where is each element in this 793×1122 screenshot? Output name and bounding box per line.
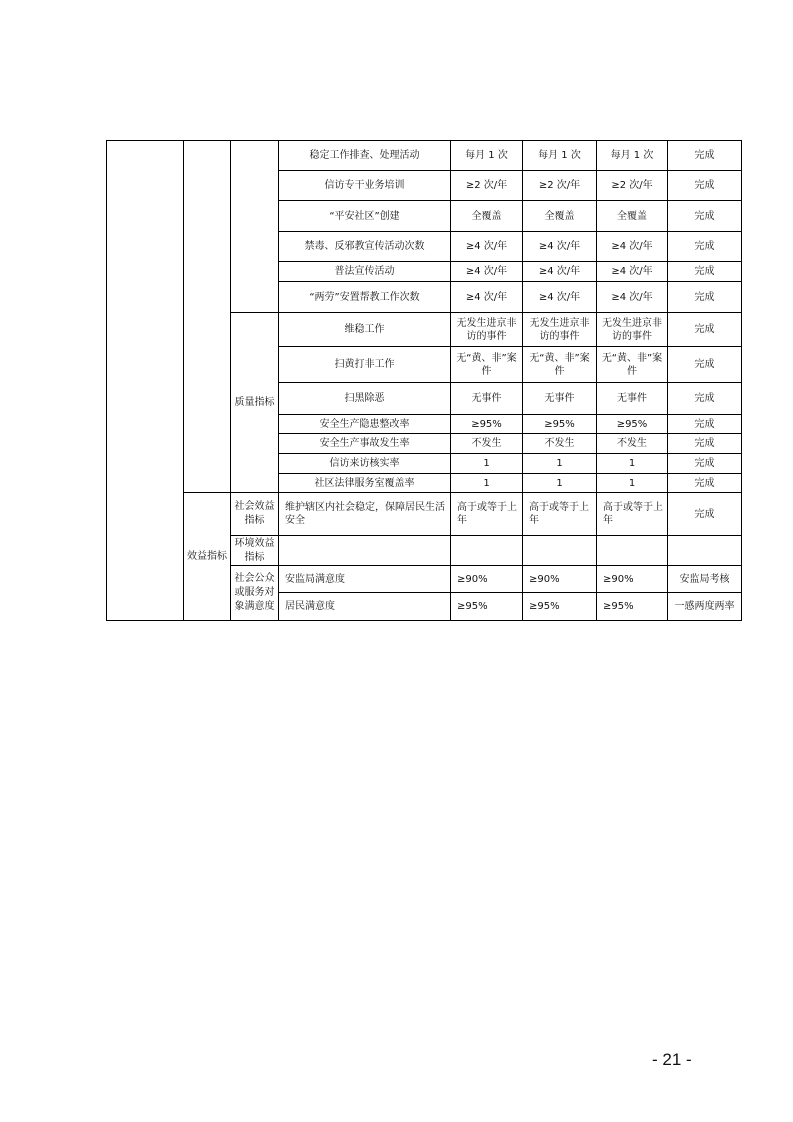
plan-value: 每月 1 次 (523, 141, 597, 171)
completion-status: 一感两度两率 (668, 593, 742, 621)
annual-target: ≥2 次/年 (451, 171, 523, 201)
completion-status: 完成 (668, 415, 742, 434)
indicator-name: 信访来访核实率 (279, 454, 451, 474)
indicator-name: 扫黑除恶 (279, 383, 451, 415)
plan-value: 不发生 (523, 434, 597, 454)
completion-status: 完成 (668, 434, 742, 454)
table-row (107, 493, 742, 536)
table-row (107, 141, 742, 171)
empty-cell (279, 536, 451, 566)
indicator-name: “平安社区”创建 (279, 201, 451, 232)
blank-level1-cell (107, 141, 184, 621)
blank-level2b-cell (231, 141, 279, 313)
actual-value: 高于或等于上年 (597, 493, 668, 536)
actual-value: 1 (597, 454, 668, 474)
annual-target: 每月 1 次 (451, 141, 523, 171)
actual-value: 无事件 (597, 383, 668, 415)
empty-cell (451, 536, 523, 566)
plan-value: 1 (523, 474, 597, 493)
annual-target: ≥4 次/年 (451, 282, 523, 313)
indicator-name: 维护辖区内社会稳定，保障居民生活安全 (279, 493, 451, 536)
indicator-name: 普法宣传活动 (279, 262, 451, 282)
plan-value: ≥95% (523, 415, 597, 434)
actual-value: 无“黄、非”案件 (597, 347, 668, 383)
actual-value: ≥90% (597, 566, 668, 593)
plan-value: ≥4 次/年 (523, 232, 597, 262)
indicator-name: 安全生产事故发生率 (279, 434, 451, 454)
indicator-name: 禁毒、反邪教宣传活动次数 (279, 232, 451, 262)
completion-status: 完成 (668, 493, 742, 536)
empty-cell (597, 536, 668, 566)
completion-status: 完成 (668, 201, 742, 232)
completion-status: 完成 (668, 171, 742, 201)
actual-value: ≥95% (597, 593, 668, 621)
actual-value: ≥4 次/年 (597, 232, 668, 262)
actual-value: 不发生 (597, 434, 668, 454)
page-number: - 21 - (652, 1050, 692, 1069)
indicator-name: 居民满意度 (279, 593, 451, 621)
quality-indicator-label: 质量指标 (231, 313, 279, 493)
satisfaction-label: 社会公众或服务对象满意度 (231, 566, 279, 621)
performance-indicator-table (106, 140, 742, 621)
indicator-name: 社区法律服务室覆盖率 (279, 474, 451, 493)
actual-value: 全覆盖 (597, 201, 668, 232)
indicator-name: 维稳工作 (279, 313, 451, 347)
actual-value: 无发生进京非访的事件 (597, 313, 668, 347)
completion-status: 完成 (668, 383, 742, 415)
indicator-name: 信访专干业务培训 (279, 171, 451, 201)
indicator-name: “两劳”安置帮教工作次数 (279, 282, 451, 313)
plan-value: 高于或等于上年 (523, 493, 597, 536)
plan-value: ≥4 次/年 (523, 282, 597, 313)
annual-target: 高于或等于上年 (451, 493, 523, 536)
plan-value: 无事件 (523, 383, 597, 415)
indicator-name: 稳定工作排查、处理活动 (279, 141, 451, 171)
completion-status: 完成 (668, 141, 742, 171)
annual-target: 无“黄、非”案件 (451, 347, 523, 383)
plan-value: ≥2 次/年 (523, 171, 597, 201)
plan-value: ≥4 次/年 (523, 262, 597, 282)
actual-value: ≥4 次/年 (597, 262, 668, 282)
empty-cell (668, 536, 742, 566)
completion-status: 完成 (668, 474, 742, 493)
indicator-name: 安全生产隐患整改率 (279, 415, 451, 434)
plan-value: 全覆盖 (523, 201, 597, 232)
completion-status: 完成 (668, 232, 742, 262)
annual-target: 不发生 (451, 434, 523, 454)
completion-status: 完成 (668, 262, 742, 282)
actual-value: 每月 1 次 (597, 141, 668, 171)
annual-target: 无事件 (451, 383, 523, 415)
annual-target: ≥4 次/年 (451, 262, 523, 282)
plan-value: 无“黄、非”案件 (523, 347, 597, 383)
indicator-name: 安监局满意度 (279, 566, 451, 593)
benefit-indicator-label: 效益指标 (184, 493, 231, 621)
plan-value: ≥95% (523, 593, 597, 621)
annual-target: 1 (451, 474, 523, 493)
actual-value: 1 (597, 474, 668, 493)
social-benefit-label: 社会效益指标 (231, 493, 279, 536)
actual-value: ≥2 次/年 (597, 171, 668, 201)
blank-level2-cell (184, 141, 231, 493)
completion-status: 完成 (668, 313, 742, 347)
actual-value: ≥95% (597, 415, 668, 434)
actual-value: ≥4 次/年 (597, 282, 668, 313)
completion-status: 完成 (668, 347, 742, 383)
plan-value: 无发生进京非访的事件 (523, 313, 597, 347)
completion-status: 安监局考核 (668, 566, 742, 593)
annual-target: ≥90% (451, 566, 523, 593)
annual-target: 无发生进京非访的事件 (451, 313, 523, 347)
annual-target: ≥95% (451, 415, 523, 434)
plan-value: 1 (523, 454, 597, 474)
annual-target: 1 (451, 454, 523, 474)
plan-value: ≥90% (523, 566, 597, 593)
empty-cell (523, 536, 597, 566)
env-benefit-label: 环境效益指标 (231, 536, 279, 566)
completion-status: 完成 (668, 282, 742, 313)
indicator-name: 扫黄打非工作 (279, 347, 451, 383)
annual-target: 全覆盖 (451, 201, 523, 232)
completion-status: 完成 (668, 454, 742, 474)
annual-target: ≥95% (451, 593, 523, 621)
annual-target: ≥4 次/年 (451, 232, 523, 262)
